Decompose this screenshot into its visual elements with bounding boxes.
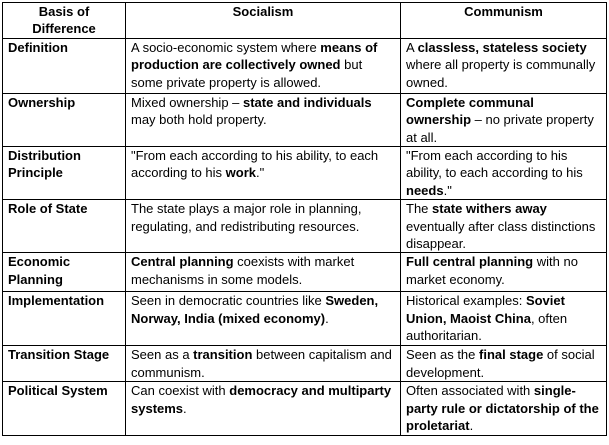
bold-text: Complete communal ownership <box>406 94 534 128</box>
comparison-table <box>2 2 607 436</box>
bold-text: classless, stateless society <box>417 39 587 55</box>
communism-cell: Seen as the final stage of social development. <box>401 346 607 382</box>
table-row <box>3 382 607 435</box>
bold-text: final stage <box>479 347 544 363</box>
socialism-cell: The state plays a major role in planning, regulating, and redistributing resources. <box>126 200 401 253</box>
socialism-cell: A socio-economic system where means of production are collectively owned but some private property is allowed. <box>126 38 401 93</box>
basis-cell: Role of State <box>3 200 126 253</box>
socialism-cell: Seen as a transition between capitalism and communism. <box>126 346 401 382</box>
communism-cell: Often associated with single-party rule or dictatorship of the proletariat. <box>401 382 607 435</box>
bold-text: Sweden, Norway, India (mixed economy) <box>131 293 379 326</box>
table-row <box>3 292 607 346</box>
header-socialism: Socialism <box>126 3 401 39</box>
table-row <box>3 253 607 292</box>
bold-text: work <box>225 165 257 181</box>
bold-text: Central planning <box>131 254 234 270</box>
basis-cell: Distribution Principle <box>3 147 126 200</box>
communism-cell: Full central planning with no market economy. <box>401 253 607 292</box>
socialism-cell: Seen in democratic countries like Sweden, Norway, India (mixed economy). <box>126 292 401 346</box>
basis-cell: Ownership <box>3 93 126 146</box>
header-row <box>3 3 607 39</box>
communism-cell: "From each according to his ability, to each according to his needs." <box>401 147 607 200</box>
basis-cell: Economic Planning <box>3 253 126 292</box>
bold-text: democracy and multiparty systems <box>131 383 392 416</box>
basis-cell: Political System <box>3 382 126 435</box>
communism-cell: Complete communal ownership – no private property at all. <box>401 93 607 146</box>
basis-cell: Implementation <box>3 292 126 346</box>
table-row <box>3 147 607 200</box>
communism-cell: A classless, stateless society where all property is communally owned. <box>401 38 607 93</box>
communism-cell: Historical examples: Soviet Union, Maoist China, often authoritarian. <box>401 292 607 346</box>
socialism-cell: "From each according to his ability, to each according to his work." <box>126 147 401 200</box>
bold-text: Soviet Union, Maoist China <box>406 293 565 326</box>
socialism-cell: Can coexist with democracy and multiparty systems. <box>126 382 401 435</box>
bold-text: Full central planning <box>406 254 534 270</box>
table-row <box>3 200 607 253</box>
header-basis: Basis of Difference <box>3 3 126 39</box>
socialism-cell: Central planning coexists with market mechanisms in some models. <box>126 253 401 292</box>
bold-text: state withers away <box>432 201 547 217</box>
bold-text: means of production are collectively owned <box>131 39 378 73</box>
table-row <box>3 346 607 382</box>
bold-text: transition <box>193 347 253 363</box>
table-row <box>3 38 607 93</box>
basis-cell: Transition Stage <box>3 346 126 382</box>
communism-cell: The state withers away eventually after class distinctions disappear. <box>401 200 607 253</box>
header-communism: Communism <box>401 3 607 39</box>
bold-text: needs <box>406 182 444 198</box>
bold-text: single-party rule or dictatorship of the proletariat <box>406 383 599 434</box>
basis-cell: Definition <box>3 38 126 93</box>
socialism-cell: Mixed ownership – state and individuals may both hold property. <box>126 93 401 146</box>
table-row <box>3 93 607 146</box>
bold-text: state and individuals <box>243 94 372 110</box>
